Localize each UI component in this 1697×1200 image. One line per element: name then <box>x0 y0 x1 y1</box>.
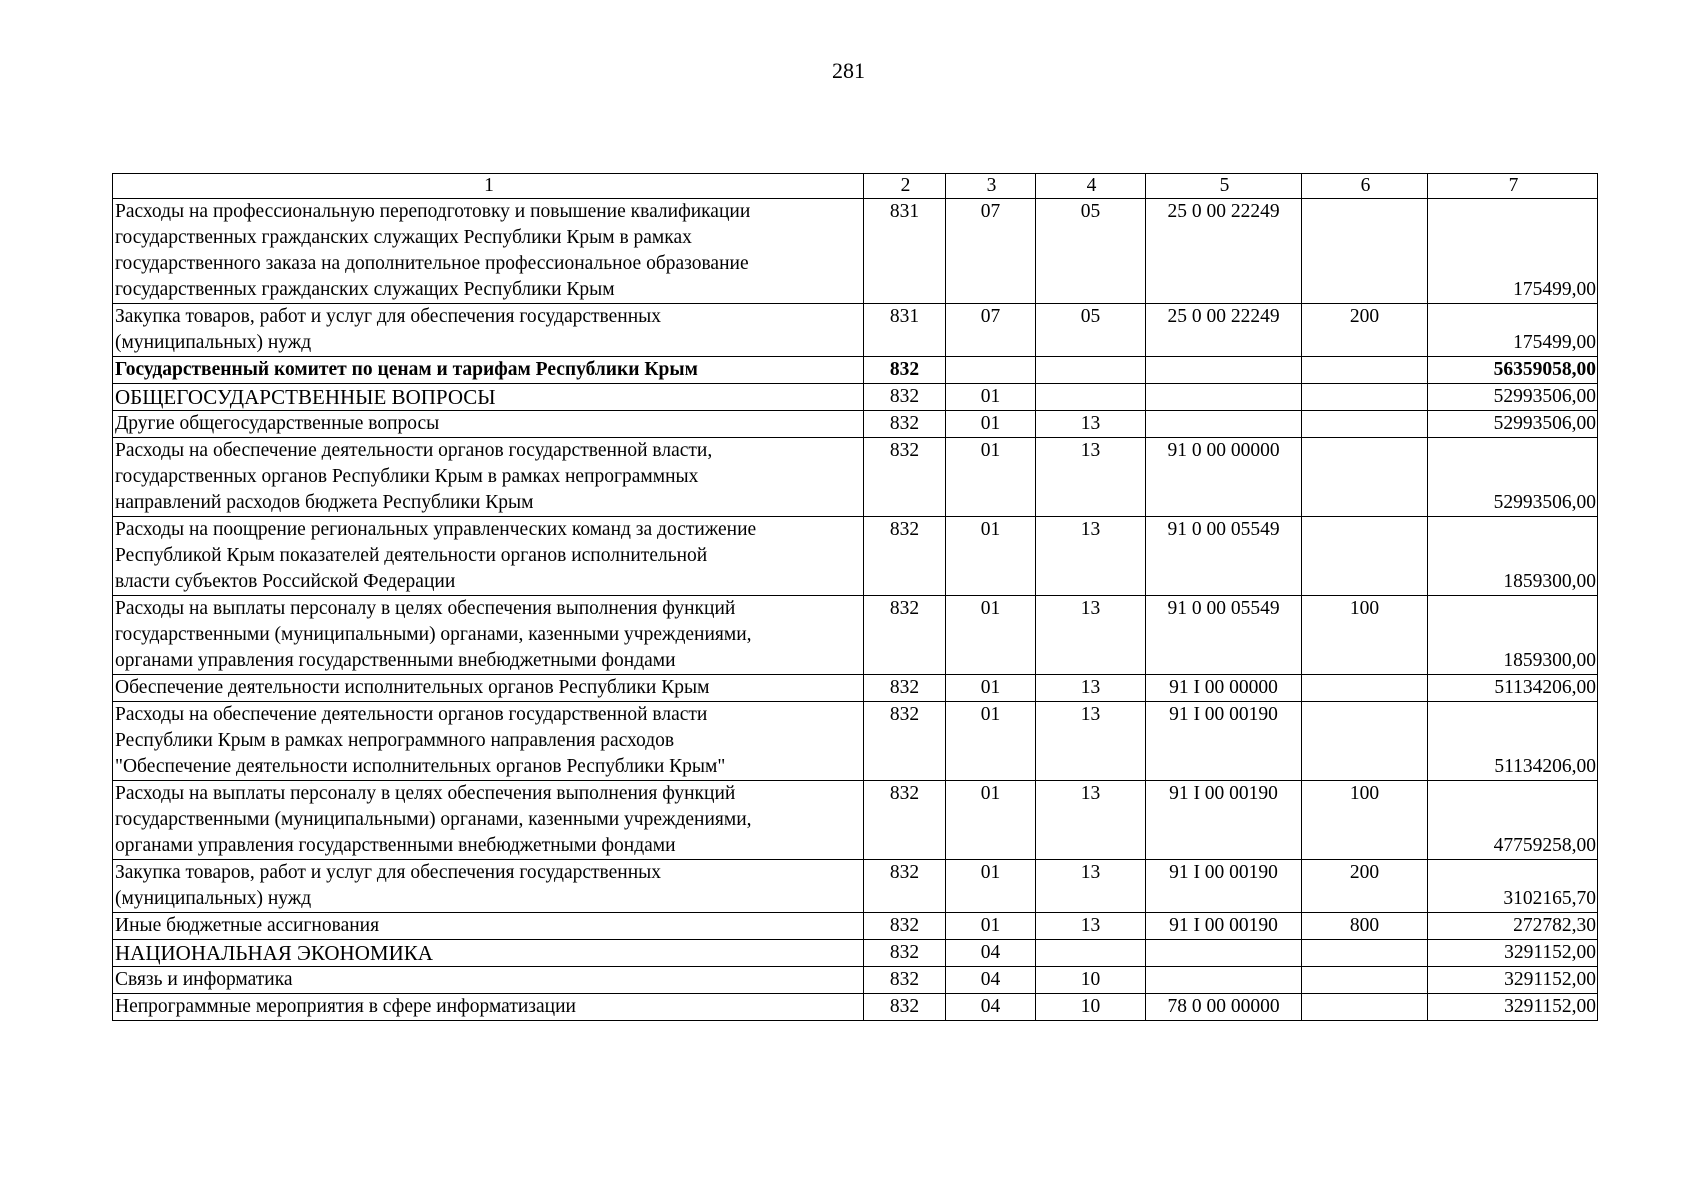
table-row <box>113 781 1598 860</box>
amount-cell: 3291152,00 <box>1428 940 1598 967</box>
subsection-cell <box>1036 357 1146 384</box>
row-name-cell: Закупка товаров, работ и услуг для обеспечения государственных (муниципальных) нужд <box>113 304 864 357</box>
table-row <box>113 675 1598 702</box>
amount-cell: 52993506,00 <box>1428 411 1598 438</box>
section-cell: 01 <box>946 675 1036 702</box>
row-name-cell: Расходы на поощрение региональных управленческих команд за достижение Республикой Крым показателей деятельности органов исполнительной власти субъектов Российской Федерации <box>113 517 864 596</box>
code-cell: 832 <box>864 357 946 384</box>
expense-type-cell <box>1302 940 1428 967</box>
expense-type-cell: 200 <box>1302 860 1428 913</box>
row-name-cell: Расходы на обеспечение деятельности органов государственной власти Республики Крым в рамках непрограммного направления расходов "Обеспечение деятельности исполнительных органов Республики Крым" <box>113 702 864 781</box>
row-name-cell: Непрограммные мероприятия в сфере информатизации <box>113 994 864 1021</box>
expense-type-cell <box>1302 994 1428 1021</box>
table-row <box>113 517 1598 596</box>
budget-table <box>112 173 1598 1021</box>
row-name-cell: Другие общегосударственные вопросы <box>113 411 864 438</box>
amount-cell: 52993506,00 <box>1428 438 1598 517</box>
section-cell: 01 <box>946 781 1036 860</box>
amount-cell: 1859300,00 <box>1428 596 1598 675</box>
expense-type-cell <box>1302 438 1428 517</box>
code-cell: 831 <box>864 304 946 357</box>
row-name-cell: Расходы на обеспечение деятельности органов государственной власти, государственных органов Республики Крым в рамках непрограммных направлений расходов бюджета Республики Крым <box>113 438 864 517</box>
code-cell: 832 <box>864 702 946 781</box>
target-article-cell: 91 I 00 00190 <box>1146 860 1302 913</box>
expense-type-cell <box>1302 967 1428 994</box>
header-cell: 1 <box>113 174 864 199</box>
header-row <box>113 174 1598 199</box>
amount-cell: 52993506,00 <box>1428 384 1598 411</box>
target-article-cell: 91 I 00 00190 <box>1146 702 1302 781</box>
table-row <box>113 199 1598 304</box>
page-number: 281 <box>832 58 865 83</box>
target-article-cell <box>1146 967 1302 994</box>
code-cell: 832 <box>864 913 946 940</box>
section-cell: 04 <box>946 967 1036 994</box>
header-cell: 2 <box>864 174 946 199</box>
target-article-cell: 91 0 00 05549 <box>1146 517 1302 596</box>
subsection-cell <box>1036 384 1146 411</box>
target-article-cell: 91 I 00 00000 <box>1146 675 1302 702</box>
amount-cell: 47759258,00 <box>1428 781 1598 860</box>
subsection-cell: 13 <box>1036 438 1146 517</box>
row-name-cell: Обеспечение деятельности исполнительных органов Республики Крым <box>113 675 864 702</box>
section-cell: 01 <box>946 860 1036 913</box>
table-row <box>113 860 1598 913</box>
row-name-cell: Расходы на выплаты персоналу в целях обеспечения выполнения функций государственными (муниципальными) органами, казенными учреждениями, органами управления государственными внебюджетными фондами <box>113 596 864 675</box>
amount-cell: 3291152,00 <box>1428 994 1598 1021</box>
header-cell: 7 <box>1428 174 1598 199</box>
expense-type-cell: 200 <box>1302 304 1428 357</box>
code-cell: 832 <box>864 967 946 994</box>
table-row <box>113 411 1598 438</box>
section-cell: 01 <box>946 411 1036 438</box>
table-row <box>113 994 1598 1021</box>
header-cell: 3 <box>946 174 1036 199</box>
subsection-cell: 13 <box>1036 860 1146 913</box>
code-cell: 832 <box>864 994 946 1021</box>
subsection-cell <box>1036 940 1146 967</box>
section-cell <box>946 357 1036 384</box>
row-name-cell: Расходы на профессиональную переподготовку и повышение квалификации государственных гражданских служащих Республики Крым в рамках государственного заказа на дополнительное профессиональное образование государственных гражданских служащих Республики Крым <box>113 199 864 304</box>
amount-cell: 56359058,00 <box>1428 357 1598 384</box>
subsection-cell: 13 <box>1036 411 1146 438</box>
amount-cell: 175499,00 <box>1428 199 1598 304</box>
header-cell: 6 <box>1302 174 1428 199</box>
table-row <box>113 304 1598 357</box>
section-cell: 04 <box>946 994 1036 1021</box>
row-name-cell: Расходы на выплаты персоналу в целях обеспечения выполнения функций государственными (муниципальными) органами, казенными учреждениями, органами управления государственными внебюджетными фондами <box>113 781 864 860</box>
target-article-cell: 78 0 00 00000 <box>1146 994 1302 1021</box>
expense-type-cell <box>1302 357 1428 384</box>
target-article-cell <box>1146 411 1302 438</box>
subsection-cell: 13 <box>1036 517 1146 596</box>
code-cell: 831 <box>864 199 946 304</box>
expense-type-cell <box>1302 199 1428 304</box>
expense-type-cell <box>1302 411 1428 438</box>
target-article-cell: 91 0 00 00000 <box>1146 438 1302 517</box>
expense-type-cell: 100 <box>1302 781 1428 860</box>
subsection-cell: 10 <box>1036 967 1146 994</box>
subsection-cell: 13 <box>1036 675 1146 702</box>
amount-cell: 1859300,00 <box>1428 517 1598 596</box>
amount-cell: 3291152,00 <box>1428 967 1598 994</box>
table-row <box>113 596 1598 675</box>
section-cell: 01 <box>946 702 1036 781</box>
target-article-cell <box>1146 384 1302 411</box>
table-row <box>113 384 1598 411</box>
code-cell: 832 <box>864 384 946 411</box>
section-cell: 01 <box>946 438 1036 517</box>
section-cell: 07 <box>946 199 1036 304</box>
row-name-cell: Иные бюджетные ассигнования <box>113 913 864 940</box>
table-row <box>113 438 1598 517</box>
table-row <box>113 357 1598 384</box>
section-cell: 01 <box>946 517 1036 596</box>
amount-cell: 175499,00 <box>1428 304 1598 357</box>
subsection-cell: 13 <box>1036 702 1146 781</box>
table-row <box>113 702 1598 781</box>
expense-type-cell <box>1302 384 1428 411</box>
amount-cell: 272782,30 <box>1428 913 1598 940</box>
code-cell: 832 <box>864 781 946 860</box>
subsection-cell: 05 <box>1036 304 1146 357</box>
code-cell: 832 <box>864 675 946 702</box>
table-row <box>113 940 1598 967</box>
section-cell: 01 <box>946 596 1036 675</box>
code-cell: 832 <box>864 596 946 675</box>
subsection-cell: 13 <box>1036 596 1146 675</box>
table-row <box>113 913 1598 940</box>
code-cell: 832 <box>864 411 946 438</box>
expense-type-cell <box>1302 517 1428 596</box>
amount-cell: 51134206,00 <box>1428 702 1598 781</box>
expense-type-cell <box>1302 702 1428 781</box>
section-cell: 07 <box>946 304 1036 357</box>
target-article-cell: 91 I 00 00190 <box>1146 913 1302 940</box>
section-cell: 01 <box>946 384 1036 411</box>
row-name-cell: Государственный комитет по ценам и тарифам Республики Крым <box>113 357 864 384</box>
subsection-cell: 13 <box>1036 913 1146 940</box>
header-cell: 5 <box>1146 174 1302 199</box>
target-article-cell <box>1146 940 1302 967</box>
expense-type-cell: 100 <box>1302 596 1428 675</box>
amount-cell: 51134206,00 <box>1428 675 1598 702</box>
code-cell: 832 <box>864 517 946 596</box>
target-article-cell: 25 0 00 22249 <box>1146 304 1302 357</box>
target-article-cell: 91 I 00 00190 <box>1146 781 1302 860</box>
expense-type-cell <box>1302 675 1428 702</box>
code-cell: 832 <box>864 940 946 967</box>
row-name-cell: ОБЩЕГОСУДАРСТВЕННЫЕ ВОПРОСЫ <box>113 384 864 411</box>
row-name-cell: Закупка товаров, работ и услуг для обеспечения государственных (муниципальных) нужд <box>113 860 864 913</box>
row-name-cell: Связь и информатика <box>113 967 864 994</box>
subsection-cell: 13 <box>1036 781 1146 860</box>
header-cell: 4 <box>1036 174 1146 199</box>
table-row <box>113 967 1598 994</box>
code-cell: 832 <box>864 860 946 913</box>
expense-type-cell: 800 <box>1302 913 1428 940</box>
code-cell: 832 <box>864 438 946 517</box>
section-cell: 01 <box>946 913 1036 940</box>
row-name-cell: НАЦИОНАЛЬНАЯ ЭКОНОМИКА <box>113 940 864 967</box>
subsection-cell: 10 <box>1036 994 1146 1021</box>
amount-cell: 3102165,70 <box>1428 860 1598 913</box>
section-cell: 04 <box>946 940 1036 967</box>
subsection-cell: 05 <box>1036 199 1146 304</box>
target-article-cell <box>1146 357 1302 384</box>
target-article-cell: 25 0 00 22249 <box>1146 199 1302 304</box>
target-article-cell: 91 0 00 05549 <box>1146 596 1302 675</box>
